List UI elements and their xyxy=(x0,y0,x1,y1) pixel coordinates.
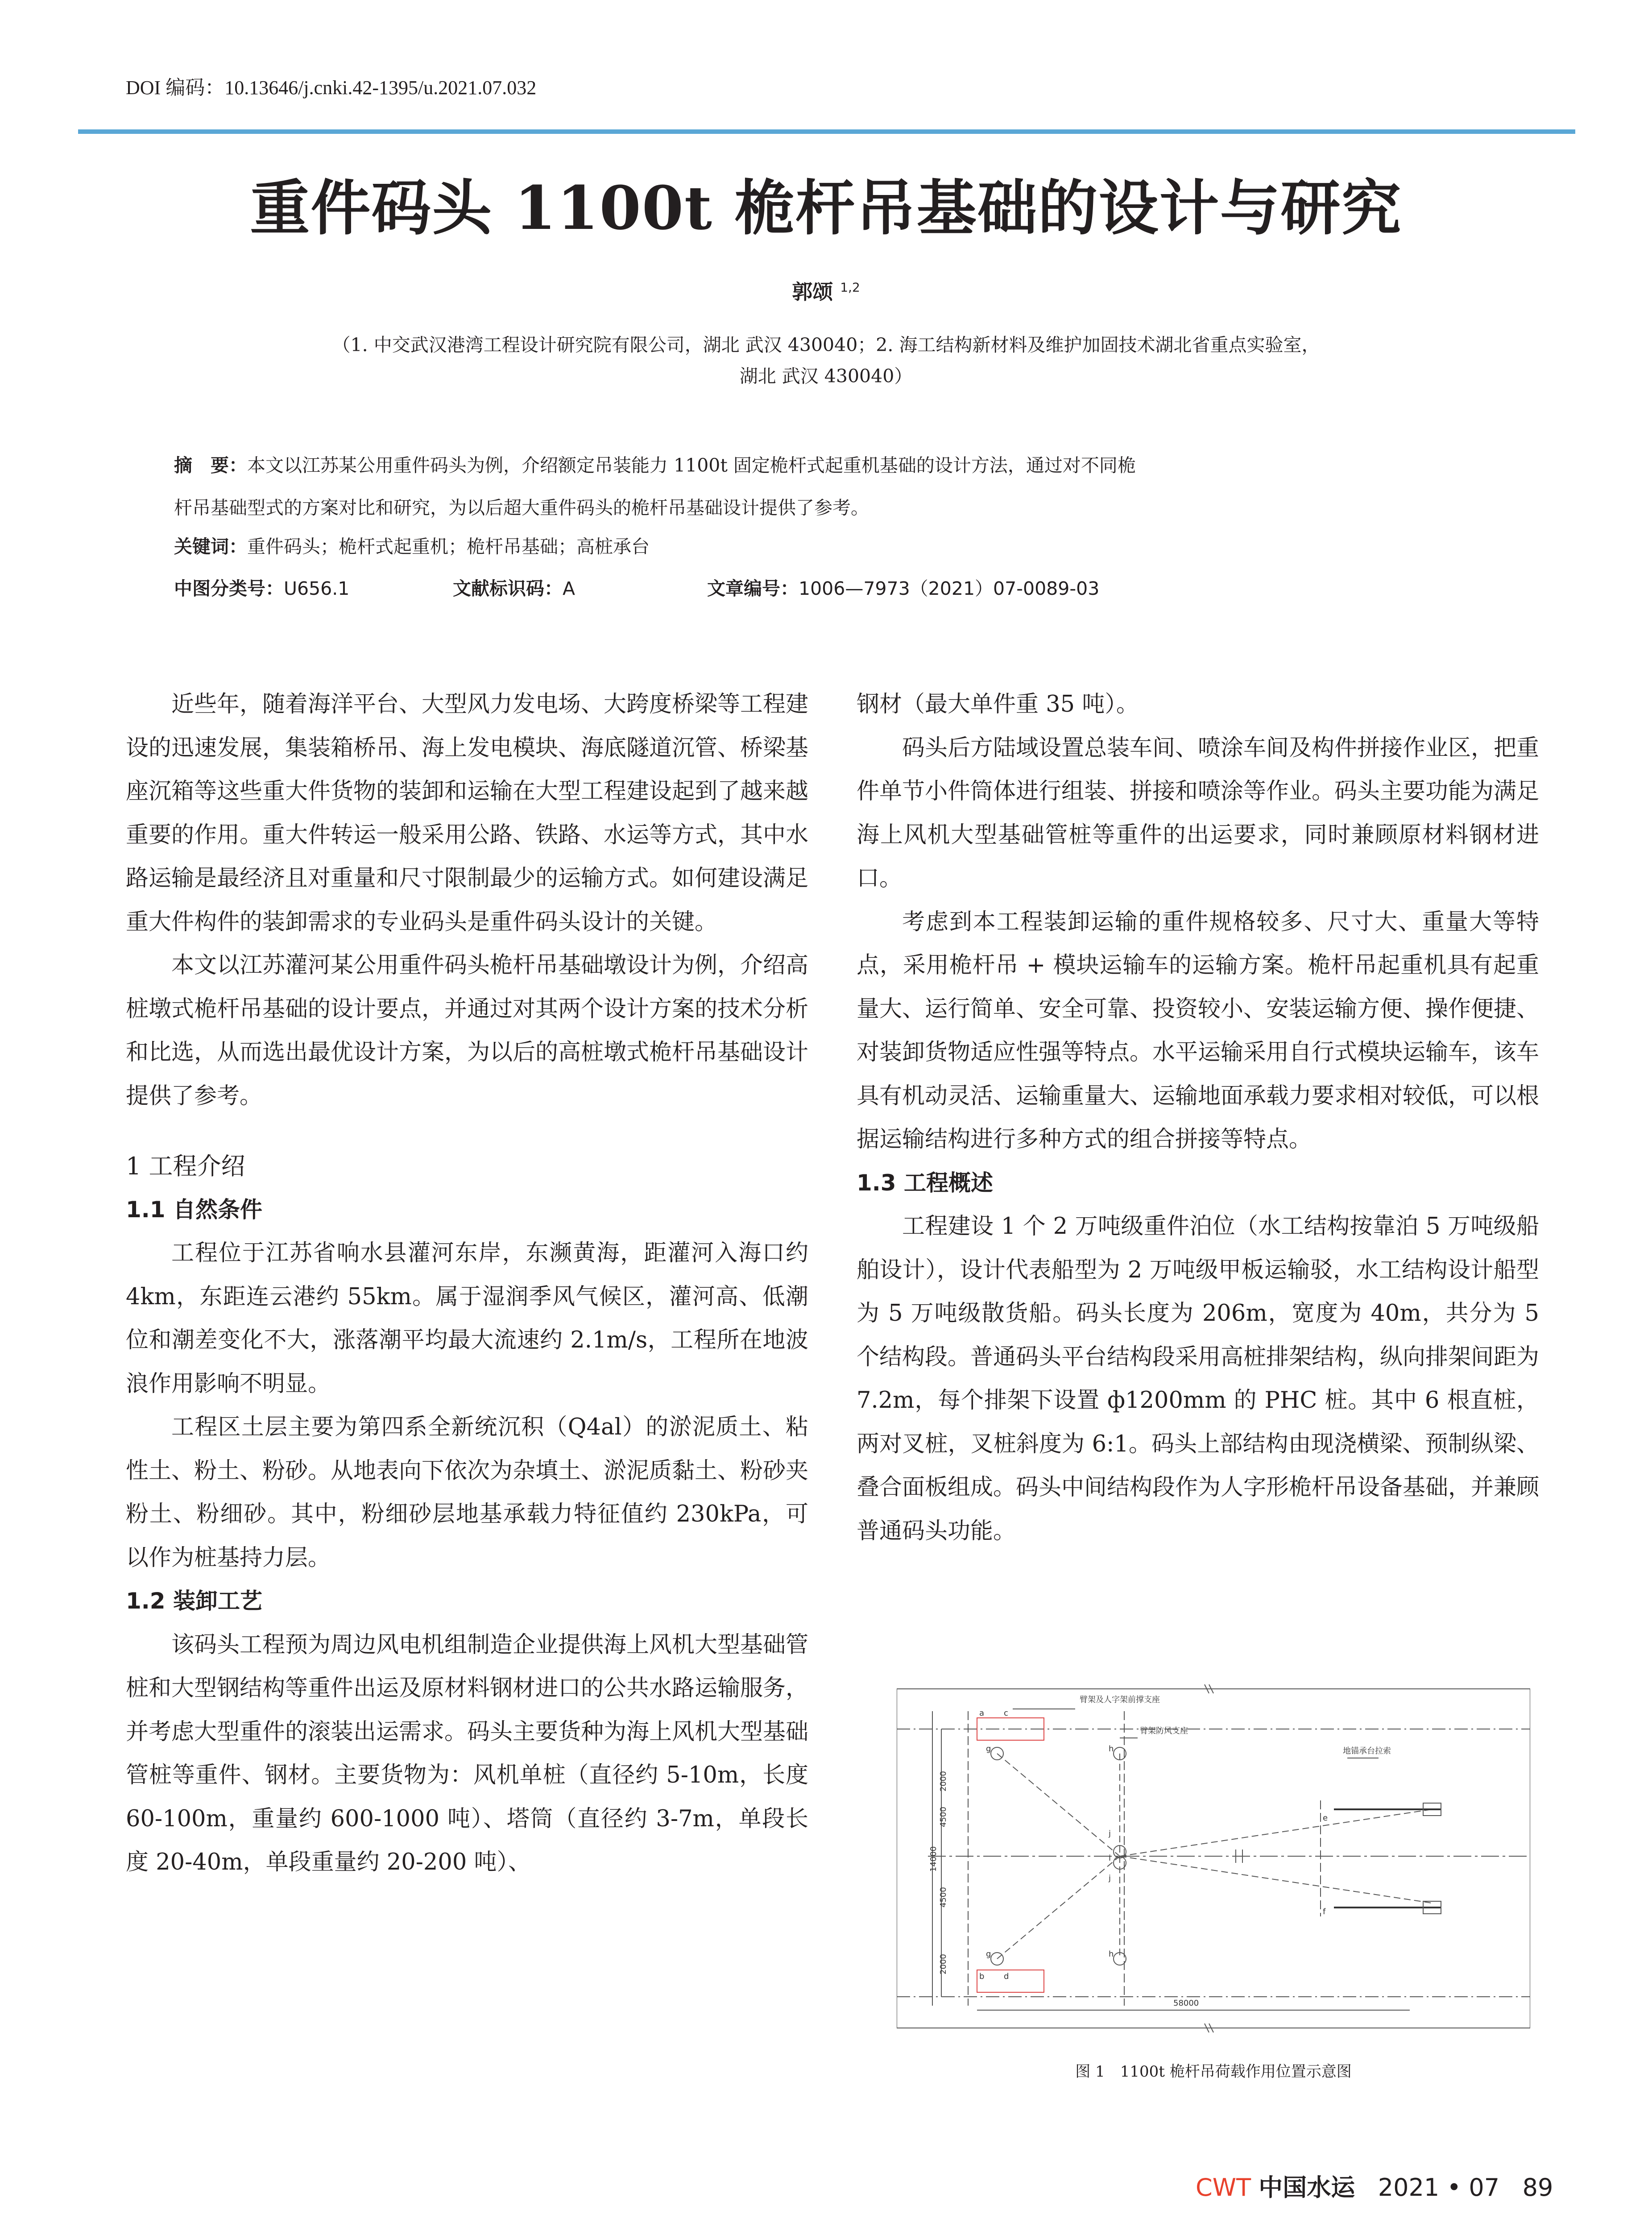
paragraph: 本文以江苏灌河某公用重件码头桅杆吊基础墩设计为例，介绍高桩墩式桅杆吊基础的设计要点，并通过对其两个设计方案的技术分析和比选，从而选出最优设计方案，为以后的高桩墩式桅杆吊基础设计提供了参考。 xyxy=(126,952,809,1109)
paragraph: 工程位于江苏省响水县灌河东岸，东濒黄海，距灌河入海口约 4km，东距连云港约 55km。属于湿润季风气候区，灌河高、低潮位和潮差变化不大，涨落潮平均最大流速约 2.1m/s，工程所在地波浪作用影响不明显。 xyxy=(126,1240,808,1397)
paragraph: 近些年，随着海洋平台、大型风力发电场、大跨度桥梁等工程建设的迅速发展，集装箱桥吊、海上发电模块、海底隧道沉管、桥梁基座沉箱等这些重大件货物的装卸和运输在大型工程建设起到了越来越重要的作用。重大件转运一般采用公路、铁路、水运等方式，其中水路运输是最经济且对重量和尺寸限制最少的运输方式。如何建设满足重大件构件的装卸需求的专业码头是重件码头设计的关键。 xyxy=(126,691,809,935)
clc-label: 中图分类号： xyxy=(174,578,284,599)
footer-brand: CWT xyxy=(1196,2173,1251,2202)
clc-value: U656.1 xyxy=(284,578,350,599)
point-label: g xyxy=(986,1744,991,1754)
a-frame-leg xyxy=(997,1856,1120,1959)
article-number-value: 1006—7973（2021）07-0089-03 xyxy=(799,578,1100,599)
header-rule xyxy=(78,129,1575,134)
a-frame-leg xyxy=(997,1754,1120,1856)
article-number-meta xyxy=(707,574,1099,600)
figure-caption: 图 1 1100t 桅杆吊荷载作用位置示意图 xyxy=(1075,2063,1352,2081)
figure-1-diagram xyxy=(897,1684,1530,2041)
keywords-label: 关键词： xyxy=(174,536,247,557)
point-label: e xyxy=(1323,1813,1328,1823)
point-label: c xyxy=(1004,1708,1008,1718)
abstract-text-1: 本文以江苏某公用重件码头为例，介绍额定吊装能力 1100t 固定桅杆式起重机基础的设计方法，通过对不同桅 xyxy=(247,455,1136,476)
dimension-label: 4500 xyxy=(939,1887,948,1908)
doc-code-meta xyxy=(453,574,575,600)
dimension-label: 14000 xyxy=(929,1846,938,1872)
page-number: 89 xyxy=(1522,2173,1553,2202)
keywords xyxy=(174,532,650,558)
doc-code-label: 文献标识码： xyxy=(453,578,563,599)
clc-meta xyxy=(174,574,349,600)
doi-line: DOI 编码：10.13646/j.cnki.42-1395/u.2021.07.032 xyxy=(126,77,537,99)
subsection-heading: 1.3 工程概述 xyxy=(857,1169,993,1196)
dimension-label: 4500 xyxy=(939,1807,948,1827)
right-column xyxy=(857,683,1539,1553)
author xyxy=(0,276,1652,305)
footer-magazine: 中国水运 xyxy=(1259,2173,1355,2202)
abstract-line-2: 杆吊基础型式的方案对比和研究，为以后超大重件码头的桅杆吊基础设计提供了参考。 xyxy=(174,497,869,518)
point-label: j xyxy=(1109,1829,1111,1838)
tie-line xyxy=(1120,1856,1432,1903)
point-label: b xyxy=(979,1972,985,1981)
left-column xyxy=(126,683,808,1884)
paragraph: 工程建设 1 个 2 万吨级重件泊位（水工结构按靠泊 5 万吨级船舶设计），设计代表船型为 2 万吨级甲板运输驳，水工结构设计船型为 5 万吨级散货船。码头长度为 206m，宽度为 40m，共分为 5 个结构段。普通码头平台结构段采用高桩排架结构，纵向排架间距为 7.2m，每个排架下设置 ф1200mm 的 PHC 桩。其中 6 根直桩，两对叉桩，叉桩斜度为 6:1。码头上部结构由现浇横梁、预制纵梁、叠合面板组成。码头中间结构段作为人字形桅杆吊设备基础，并兼顾普通码头功能。 xyxy=(857,1213,1540,1544)
paragraph: 工程区土层主要为第四系全新统沉积（Q4al）的淤泥质土、粘性土、粉土、粉砂。从地表向下依次为杂填土、淤泥质黏土、粉砂夹粉土、粉细砂。其中，粉细砂层地基承载力特征值约 230kPa，可以作为桩基持力层。 xyxy=(126,1414,809,1571)
figure-label: 地锚承台拉索 xyxy=(1343,1746,1391,1756)
point-label: a xyxy=(979,1708,985,1718)
paragraph: 该码头工程预为周边风电机组制造企业提供海上风机大型基础管桩和大型钢结构等重件出运及原材料钢材进口的公共水路运输服务，并考虑大型重件的滚装出运需求。码头主要货种为海上风机大型基础管桩等重件、钢材。主要货物为：风机单桩（直径约 5-10m，长度 60-100m，重量约 600-1000 吨）、塔筒（直径约 3-7m，单段长度 20-40m，单段重量约 20-200 吨）、 xyxy=(126,1631,809,1875)
section-heading: 1 工程介绍 xyxy=(126,1152,245,1180)
paragraph: 钢材（最大单件重 35 吨）。 xyxy=(857,691,1139,717)
author-name: 郭颂 xyxy=(792,280,833,304)
paragraph: 考虑到本工程装卸运输的重件规格较多、尺寸大、重量大等特点，采用桅杆吊 + 模块运输车的运输方案。桅杆吊起重机具有起重量大、运行简单、安全可靠、投资较小、安装运输方便、操作便捷、对装卸货物适应性强等特点。水平运输采用自行式模块运输车，该车具有机动灵活、运输重量大、运输地面承载力要求相对较低，可以根据运输结构进行多种方式的组合拼接等特点。 xyxy=(857,908,1540,1153)
point-label: f xyxy=(1323,1907,1326,1916)
affiliation-line-2: 湖北 武汉 430040） xyxy=(739,365,913,387)
subsection-heading: 1.1 自然条件 xyxy=(126,1196,262,1223)
article-number-label: 文章编号： xyxy=(707,578,799,599)
affiliation-line-1: （1. 中交武汉港湾工程设计研究院有限公司，湖北 武汉 430040；2. 海工结构新材料及维护加固技术湖北省重点实验室， xyxy=(332,334,1320,356)
point-label: d xyxy=(1004,1972,1009,1981)
doc-code-value: A xyxy=(563,578,576,599)
point-label: h xyxy=(1109,1949,1114,1959)
support-pad xyxy=(977,1970,1044,1992)
author-affil-mark: 1,2 xyxy=(840,280,860,295)
page-footer xyxy=(1196,2169,1553,2203)
figure-label: 臂架及人字架前撑支座 xyxy=(1080,1695,1160,1704)
point-label: i xyxy=(1109,1854,1111,1863)
abstract-label: 摘 要： xyxy=(174,455,247,476)
dimension-label: 58000 xyxy=(1173,1999,1199,2008)
footer-issue: 2021 • 07 xyxy=(1378,2173,1500,2202)
paper-title: 重件码头 1100t 桅杆吊基础的设计与研究 xyxy=(250,173,1402,243)
dimension-label: 2000 xyxy=(939,1954,948,1974)
point-label: g xyxy=(986,1949,991,1959)
paragraph: 码头后方陆域设置总装车间、喷涂车间及构件拼接作业区，把重件单节小件筒体进行组装、拼接和喷涂等作业。码头主要功能为满足海上风机大型基础管桩等重件的出运要求，同时兼顾原材料钢材进口。 xyxy=(857,734,1540,892)
subsection-heading: 1.2 装卸工艺 xyxy=(126,1588,262,1614)
point-label: j xyxy=(1109,1874,1111,1883)
dimension-label: 2000 xyxy=(939,1771,948,1791)
figure-label: 臂架防风支座 xyxy=(1140,1726,1188,1736)
tie-line xyxy=(1120,1809,1432,1856)
point-label: h xyxy=(1109,1744,1114,1754)
keywords-text: 重件码头；桅杆式起重机；桅杆吊基础；高桩承台 xyxy=(247,536,650,557)
abstract-line-1 xyxy=(174,451,1136,477)
